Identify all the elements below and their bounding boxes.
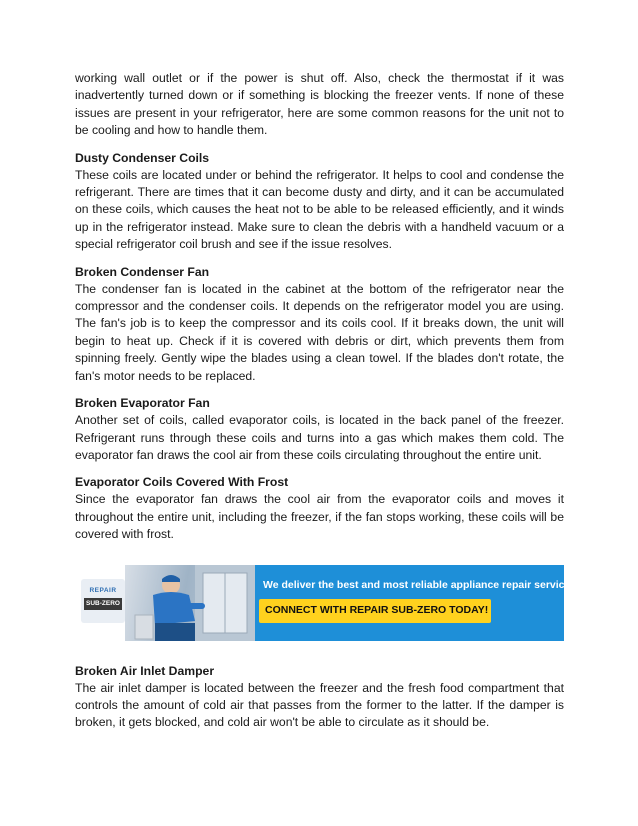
banner-message-panel	[255, 565, 580, 641]
logo-text-bottom: SUB-ZERO	[84, 598, 122, 610]
section-broken-evaporator-fan	[75, 395, 564, 464]
technician-photo	[125, 565, 255, 641]
repair-subzero-logo	[81, 579, 125, 623]
section-heading: Broken Condenser Fan	[75, 264, 210, 279]
document-page	[75, 70, 580, 732]
section-broken-air-inlet-damper	[75, 663, 564, 732]
logo-text-top: REPAIR	[89, 586, 117, 594]
section-body: The condenser fan is located in the cabinet at the bottom of the refrigerator near the compressor and the condenser coils. It depends on the refrigerator model you are using. The fan's job is to keep the compressor and its coils cool. If it breaks down, the unit will begin to heat up. Check if it is covered with debris or dirt, which prevents them from spinning freely. Gently wipe the blades using a clean towel. If the blades don't rotate, the fan's motor needs to be replaced.	[75, 281, 564, 383]
section-heading: Broken Evaporator Fan	[75, 396, 210, 411]
section-evaporator-coils-frost	[75, 474, 564, 543]
section-body: The air inlet damper is located between the freezer and the fresh food compartment that controls the amount of cold air that passes from the former to the latter. If the damper is broken, it gets blocked, and cold air won't be able to circulate as it should be.	[75, 680, 564, 730]
technician-illustration-icon	[125, 565, 255, 641]
banner-tagline: We deliver the best and most reliable appliance repair services.	[263, 578, 580, 591]
intro-paragraph: working wall outlet or if the power is shut off. Also, check the thermostat if it was inadvertently turned down or if something is blocking the freezer vents. If none of these issues are present in your refrigerator, here are some common reasons for the unit not to be cooling and how to handle them.	[75, 71, 564, 138]
section-broken-condenser-fan	[75, 264, 564, 385]
section-body: Another set of coils, called evaporator coils, is located in the back panel of the freezer. Refrigerant runs through these coils and turns into a gas which makes them cold. The evaporator fan draws the cool air from these coils circulating throughout the entire unit.	[75, 413, 564, 462]
section-heading: Dusty Condenser Coils	[75, 150, 210, 165]
cta-label: CONNECT WITH REPAIR SUB-ZERO TODAY!	[265, 603, 489, 616]
promo-banner[interactable]	[75, 565, 580, 641]
connect-cta-button[interactable]	[259, 599, 491, 623]
section-body: These coils are located under or behind the refrigerator. It helps to cool and condense the refrigerant. There are times that it can become dusty and dirty, and it can be accumulated on these coils, which causes the heat not to be able to be released efficiently, and it winds up in the refrigerator instead. Make sure to clean the debris with a handheld vacuum or a special refrigerator coil brush and see if the issue resolves.	[75, 167, 564, 252]
section-heading: Evaporator Coils Covered With Frost	[75, 475, 289, 490]
section-heading: Broken Air Inlet Damper	[75, 663, 215, 678]
section-body: Since the evaporator fan draws the cool air from the evaporator coils and moves it throughout the entire unit, including the freezer, if the fan stops working, these coils will be covered with frost.	[75, 492, 564, 542]
section-dusty-condenser-coils	[75, 150, 564, 254]
